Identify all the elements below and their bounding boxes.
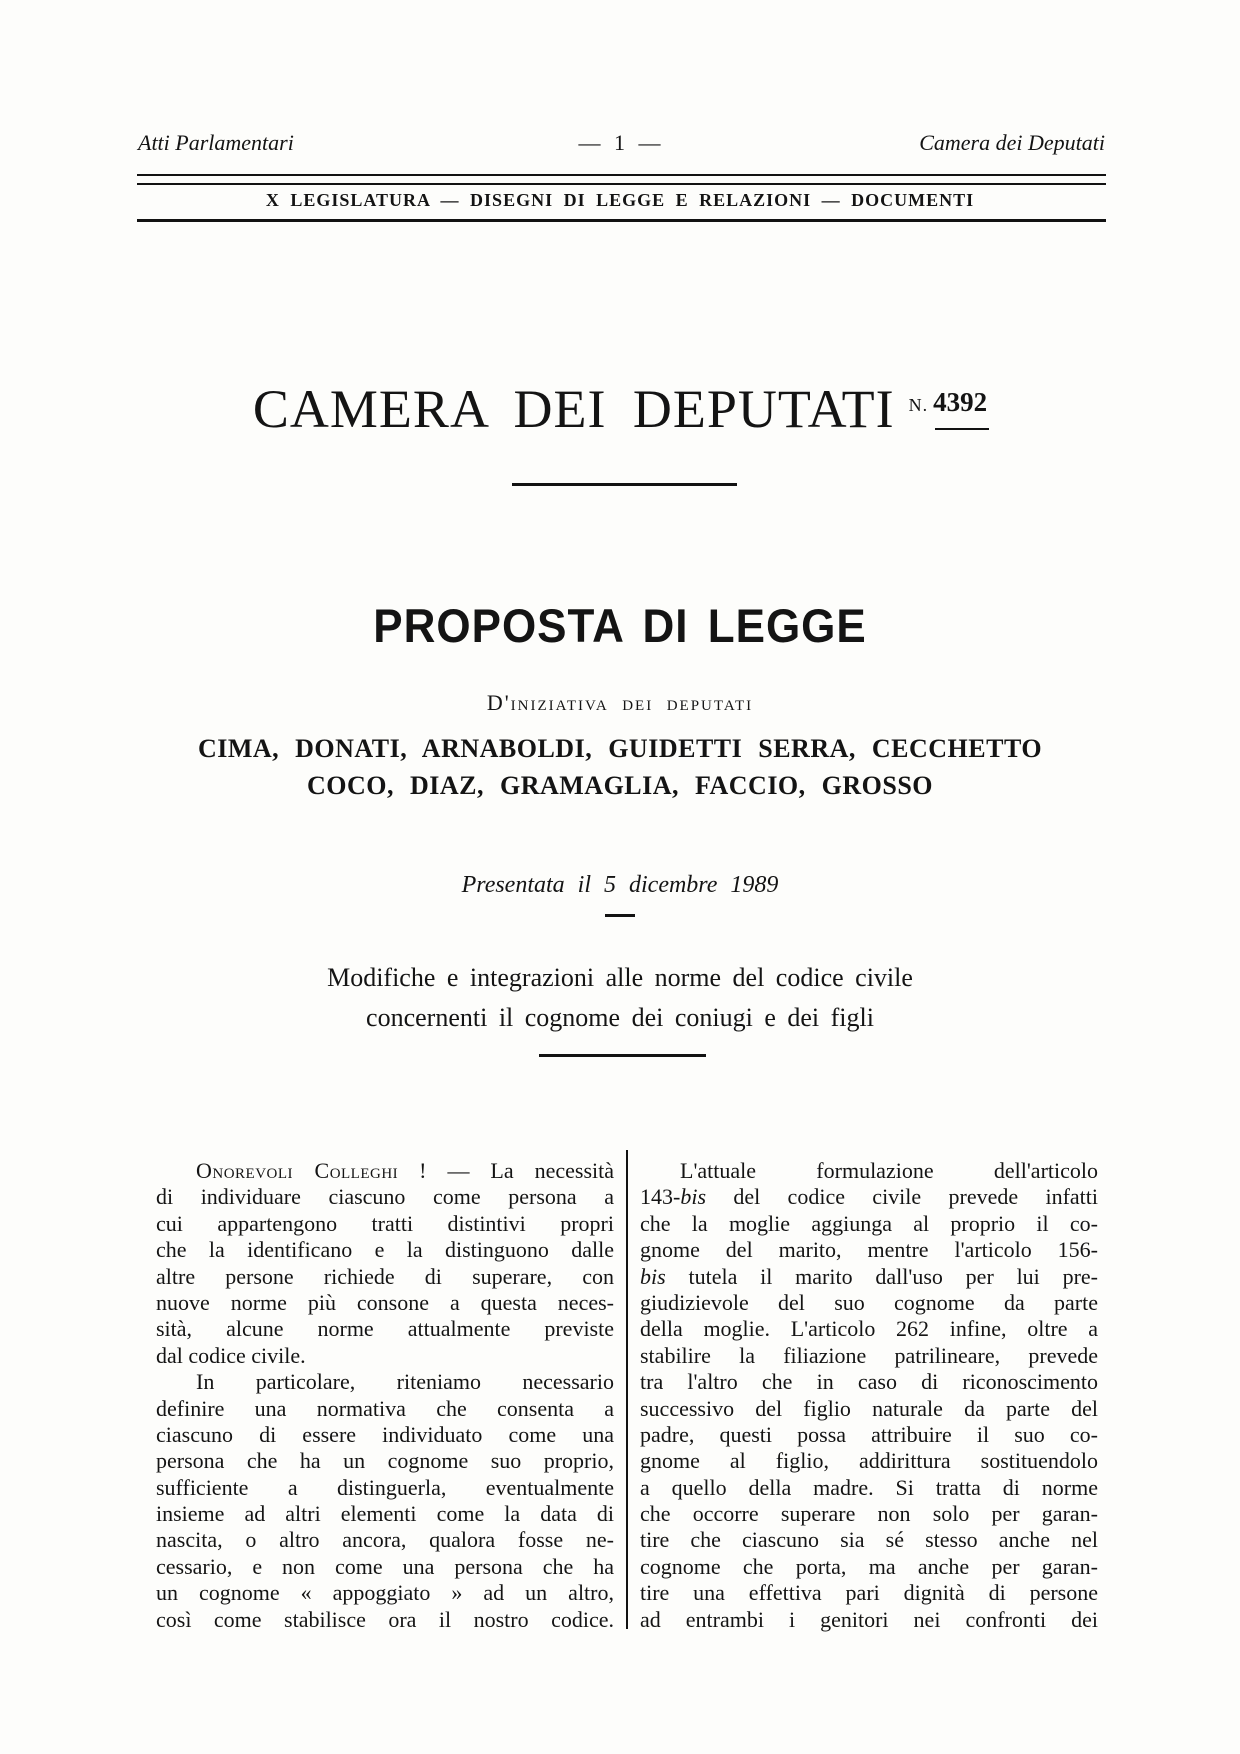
page-number: — 1 —: [578, 130, 665, 155]
sponsors: [0, 730, 1240, 804]
text-line: tire che ciascuno sia sé stesso anche nel: [640, 1527, 1098, 1553]
sponsors-line-1: CIMA, DONATI, ARNABOLDI, GUIDETTI SERRA, CECCHETTO: [197, 734, 1043, 763]
sponsors-line-2: COCO, DIAZ, GRAMAGLIA, FACCIO, GROSSO: [306, 771, 934, 800]
bill-subtitle-line-2: concernenti il cognome dei coniugi e dei figli: [366, 1003, 874, 1032]
presentation-date: Presentata il 5 dicembre 1989: [461, 872, 779, 898]
column-divider-rule: [626, 1150, 628, 1629]
text-line: ad entrambi i genitori nei confronti dei: [640, 1606, 1098, 1632]
text-line: tra l'altro che in caso di riconoscimento: [640, 1369, 1098, 1395]
masthead-rule: [512, 483, 737, 486]
text-line: Onorevoli Colleghi ! — La necessità: [196, 1158, 614, 1183]
body-text: [156, 1158, 1100, 1633]
text-line: che la moglie aggiunga al proprio il co-: [640, 1210, 1098, 1236]
text-line: gnome al figlio, addirittura sostituendolo: [640, 1448, 1098, 1474]
text-line: bis tutela il marito dall'uso per lui pre-: [640, 1263, 1098, 1289]
text-line: che occorre superare non solo per garan-: [640, 1501, 1098, 1527]
text-line: insieme ad altri elementi come la data di: [156, 1501, 614, 1527]
running-head-right: Camera dei Deputati: [919, 130, 1105, 155]
running-head-left: Atti Parlamentari: [138, 130, 294, 155]
text-line: cui appartengono tratti distintivi propri: [156, 1210, 614, 1236]
text-line: L'attuale formulazione dell'articolo: [680, 1158, 1098, 1183]
text-line: gnome del marito, mentre l'articolo 156-: [640, 1237, 1098, 1263]
body-left-column: [156, 1158, 614, 1633]
subtitle-rule: [539, 1054, 706, 1057]
text-line: dal codice civile.: [156, 1342, 306, 1368]
text-line: giudizievole del suo cognome da parte: [640, 1289, 1098, 1315]
double-rule: [137, 174, 1106, 185]
paragraph: [156, 1158, 614, 1369]
text-line: cessario, e non come una persona che ha: [156, 1553, 614, 1579]
single-rule: [137, 219, 1106, 222]
text-line: cognome che porta, ma anche per garan-: [640, 1553, 1098, 1579]
bill-number-label: N.: [908, 395, 929, 415]
text-line: persona che ha un cognome suo proprio,: [156, 1448, 614, 1474]
text-line: padre, questi possa attribuire il suo co-: [640, 1421, 1098, 1447]
bill-subtitle: [0, 958, 1240, 1038]
text-line: della moglie. L'articolo 262 infine, oltre a: [640, 1316, 1098, 1342]
text-line: successivo del figlio naturale da parte del: [640, 1395, 1098, 1421]
bill-number-value: 4392: [933, 387, 988, 417]
masthead: [0, 378, 1240, 440]
initiative-line: D'iniziativa dei deputati: [486, 690, 754, 715]
text-line: che la identificano e la distinguono dalle: [156, 1237, 614, 1263]
text-line: così come stabilisce ora il nostro codice.: [156, 1606, 614, 1632]
body-right-column: [640, 1158, 1098, 1633]
paragraph: [156, 1369, 614, 1633]
text-line: definire una normativa che consenta a: [156, 1395, 614, 1421]
text-line: nascita, o altro ancora, qualora fosse ne-: [156, 1527, 614, 1553]
text-line: a quello della madre. Si tratta di norme: [640, 1474, 1098, 1500]
legislature-strip: X LEGISLATURA — DISEGNI DI LEGGE E RELAZIONI — DOCUMENTI: [265, 190, 975, 210]
text-line: In particolare, riteniamo necessario: [196, 1369, 614, 1395]
text-line: sufficiente a distinguerla, eventualmente: [156, 1474, 614, 1500]
paragraph: [640, 1158, 1098, 1633]
text-line: sità, alcune norme attualmente previste: [156, 1316, 614, 1342]
text-line: un cognome « appoggiato » ad un altro,: [156, 1580, 614, 1606]
text-line: tire una effettiva pari dignità di persone: [640, 1580, 1098, 1606]
text-line: nuove norme più consone a questa neces-: [156, 1289, 614, 1315]
text-line: 143-bis del codice civile prevede infatti: [640, 1184, 1098, 1210]
running-head: [138, 130, 1105, 160]
text-line: di individuare ciascuno come persona a: [156, 1184, 614, 1210]
bill-subtitle-line-1: Modifiche e integrazioni alle norme del codice civile: [327, 963, 913, 992]
bill-heading: PROPOSTA DI LEGGE: [373, 600, 867, 653]
text-line: stabilire la filiazione patrilineare, prevede: [640, 1342, 1098, 1368]
text-line: ciascuno di essere individuato come una: [156, 1421, 614, 1447]
dash-rule: [605, 914, 635, 917]
text-line: altre persone richiede di superare, con: [156, 1263, 614, 1289]
masthead-title: CAMERA DEI DEPUTATI: [252, 379, 895, 439]
bill-number: [909, 387, 988, 418]
